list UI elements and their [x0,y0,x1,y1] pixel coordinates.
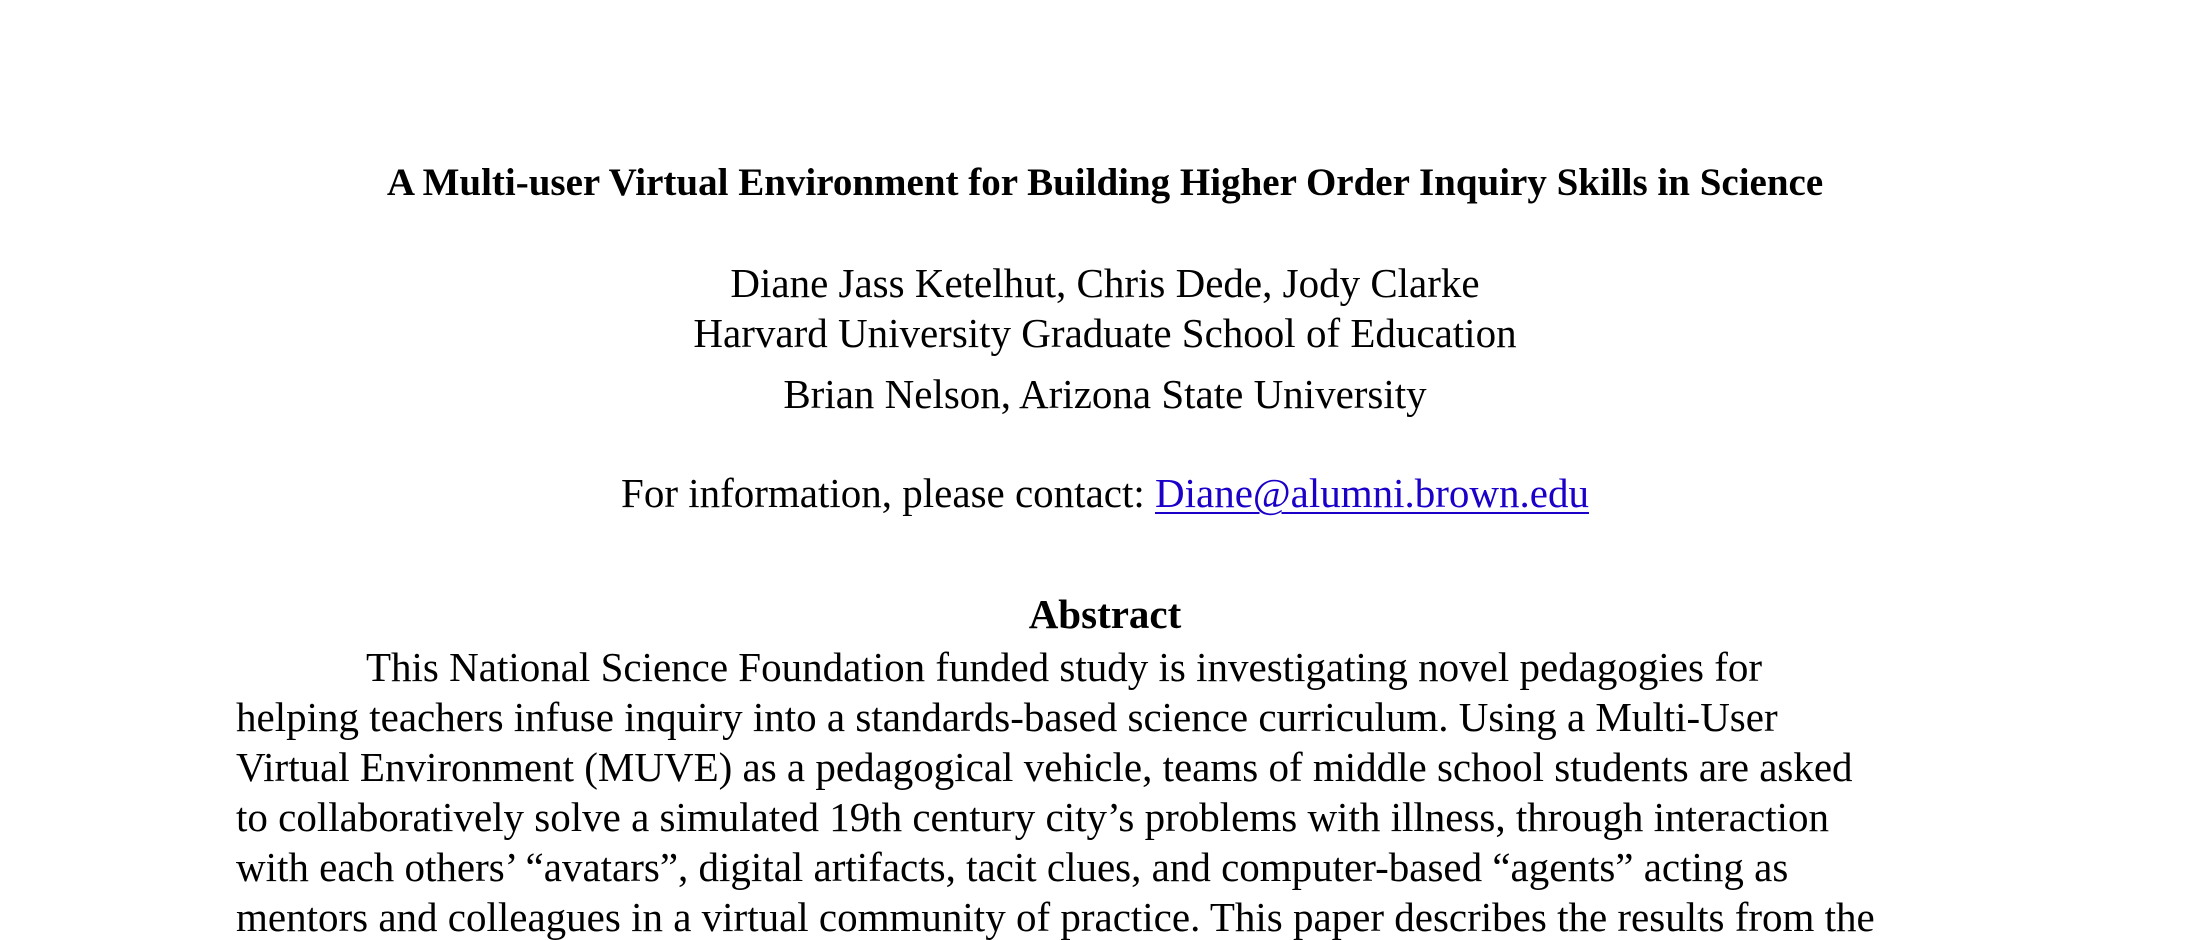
abstract-line: This National Science Foundation funded study is investigating novel pedagogies for [366,644,1763,690]
abstract-line: mentors and colleagues in a virtual community of practice. This paper describes the results from the [236,894,1875,940]
abstract-line: Virtual Environment (MUVE) as a pedagogical vehicle, teams of middle school students are asked [236,744,1853,790]
abstract-line: with each others’ “avatars”, digital artifacts, tacit clues, and computer-based “agents” acting as [236,844,1789,890]
second-author-affiliation: Brian Nelson, Arizona State University [783,371,1427,417]
abstract-heading: Abstract [1028,591,1182,637]
abstract-line: to collaboratively solve a simulated 19th century city’s problems with illness, through interaction [236,794,1829,840]
abstract-line: helping teachers infuse inquiry into a standards-based science curriculum. Using a Multi-User [236,694,1778,740]
affiliation: Harvard University Graduate School of Education [693,310,1517,356]
contact-line [0,470,2210,516]
contact-prefix: For information, please contact: [621,470,1155,516]
author-list: Diane Jass Ketelhut, Chris Dede, Jody Clarke [730,260,1480,306]
paper-title: A Multi-user Virtual Environment for Building Higher Order Inquiry Skills in Science [386,161,1824,204]
contact-email-link[interactable]: Diane@alumni.brown.edu [1155,470,1589,516]
